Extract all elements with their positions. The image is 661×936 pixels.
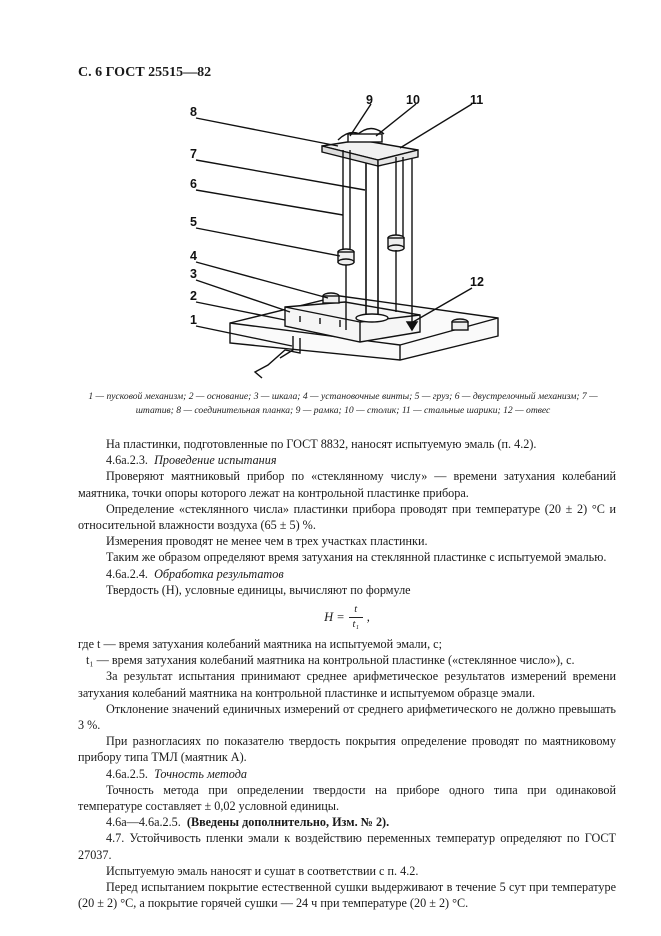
figure-label-6: 6 — [190, 177, 197, 191]
figure-label-7: 7 — [190, 147, 197, 161]
section-title: Обработка результатов — [154, 566, 284, 581]
paragraph: Проверяют маятниковый прибор по «стеклянному числу» — времени затухания колебаний маятника, точки опоры которого лежат на контрольной пластинке прибора. — [78, 469, 616, 500]
paragraph: Точность метода при определении твердости на приборе одного типа при одинаковой температуре составляет ± 0,02 условной единицы. — [78, 782, 616, 814]
pendulum-device-figure — [0, 85, 661, 385]
paragraph: На пластинки, подготовленные по ГОСТ 8832, наносят испытуемую эмаль (п. 4.2). — [106, 437, 537, 451]
hardness-formula — [78, 598, 616, 636]
figure-label-9: 9 — [366, 93, 373, 107]
formula-fraction — [349, 604, 363, 631]
where-clause: t₁ — время затухания колебаний маятника на контрольной пластинке («стеклянное число»), с. — [86, 653, 575, 668]
paragraph: Отклонение значений единичных измерений от среднего арифметического не должно превышать 3 %. — [78, 701, 616, 733]
formula-lhs: H = — [324, 609, 345, 624]
fraction-bar — [349, 617, 363, 618]
figure-label-5: 5 — [190, 215, 197, 229]
paragraph: За результат испытания принимают среднее арифметическое результатов измерений времени затухания колебаний маятника на контрольной пластинке и испытуемом образце эмали. — [78, 669, 616, 700]
figure-label-12: 12 — [470, 275, 484, 289]
paragraph: Определение «стеклянного числа» пластинки прибора проводят при температуре (20 ± 2) °С и относительной влажности воздуха (65 ± 5) %. — [78, 501, 616, 533]
figure-label-8: 8 — [190, 105, 197, 119]
device-drawing — [0, 85, 661, 385]
paragraph: При разногласиях по показателю твердость покрытия определение проводят по маятниковому прибору типа ТМЛ (маятник А). — [78, 734, 616, 765]
figure-label-1: 1 — [190, 313, 197, 327]
paragraph: 4.7. Устойчивость пленки эмали к воздействию переменных температур определяют по ГОСТ 27037. — [78, 831, 616, 862]
section-number: 4.6а.2.5. — [106, 766, 148, 781]
amendment-note — [78, 814, 616, 830]
figure-label-11: 11 — [470, 93, 484, 107]
section-title: Проведение испытания — [154, 453, 277, 468]
formula-denominator: t₁ — [352, 618, 360, 630]
amendment-range: 4.6а—4.6а.2.5. — [106, 815, 181, 830]
amendment-text: (Введены дополнительно, Изм. № 2). — [186, 815, 390, 830]
paragraph: Перед испытанием покрытие естественной сушки выдерживают в течение 5 сут при температуре (20 ± 2) °С, а покрытие горячей сушки — 24 ч при температуре (20 ± 2) °С. — [78, 880, 616, 911]
figure-label-3: 3 — [190, 267, 197, 281]
formula-numerator: t — [354, 603, 358, 615]
formula-end: , — [366, 609, 370, 624]
figure-label-4: 4 — [190, 249, 197, 263]
section-number: 4.6а.2.3. — [106, 453, 148, 468]
section-heading-4-6a-2-3 — [78, 452, 616, 468]
paragraph: Измерения проводят не менее чем в трех участках пластинки. — [106, 534, 428, 549]
paragraph: Твердость (H), условные единицы, вычисляют по формуле — [106, 582, 411, 597]
section-heading-4-6a-2-5 — [78, 766, 616, 782]
figure-caption: 1 — пусковой механизм; 2 — основание; 3 — шкала; 4 — установочные винты; 5 — груз; 6 — двустрелочный механизм; 7 — штатив; 8 — соединительная планка; 9 — рамка; 10 — столик; 11 — стальные шарики; 12 — отвес — [88, 391, 598, 416]
page-header: С. 6 ГОСТ 25515—82 — [78, 65, 212, 80]
figure-label-10: 10 — [406, 93, 420, 107]
section-title: Точность метода — [154, 766, 247, 781]
paragraph: Таким же образом определяют время затухания на стеклянной пластинке с испытуемой эмалью. — [106, 550, 607, 565]
section-heading-4-6a-2-4 — [78, 566, 616, 582]
document-body — [78, 436, 616, 911]
paragraph: Испытуемую эмаль наносят и сушат в соответствии с п. 4.2. — [106, 863, 419, 878]
figure-label-2: 2 — [190, 289, 197, 303]
where-clause: где t — время затухания колебаний маятника на испытуемой эмали, с; — [78, 637, 442, 652]
section-number: 4.6а.2.4. — [106, 566, 148, 581]
